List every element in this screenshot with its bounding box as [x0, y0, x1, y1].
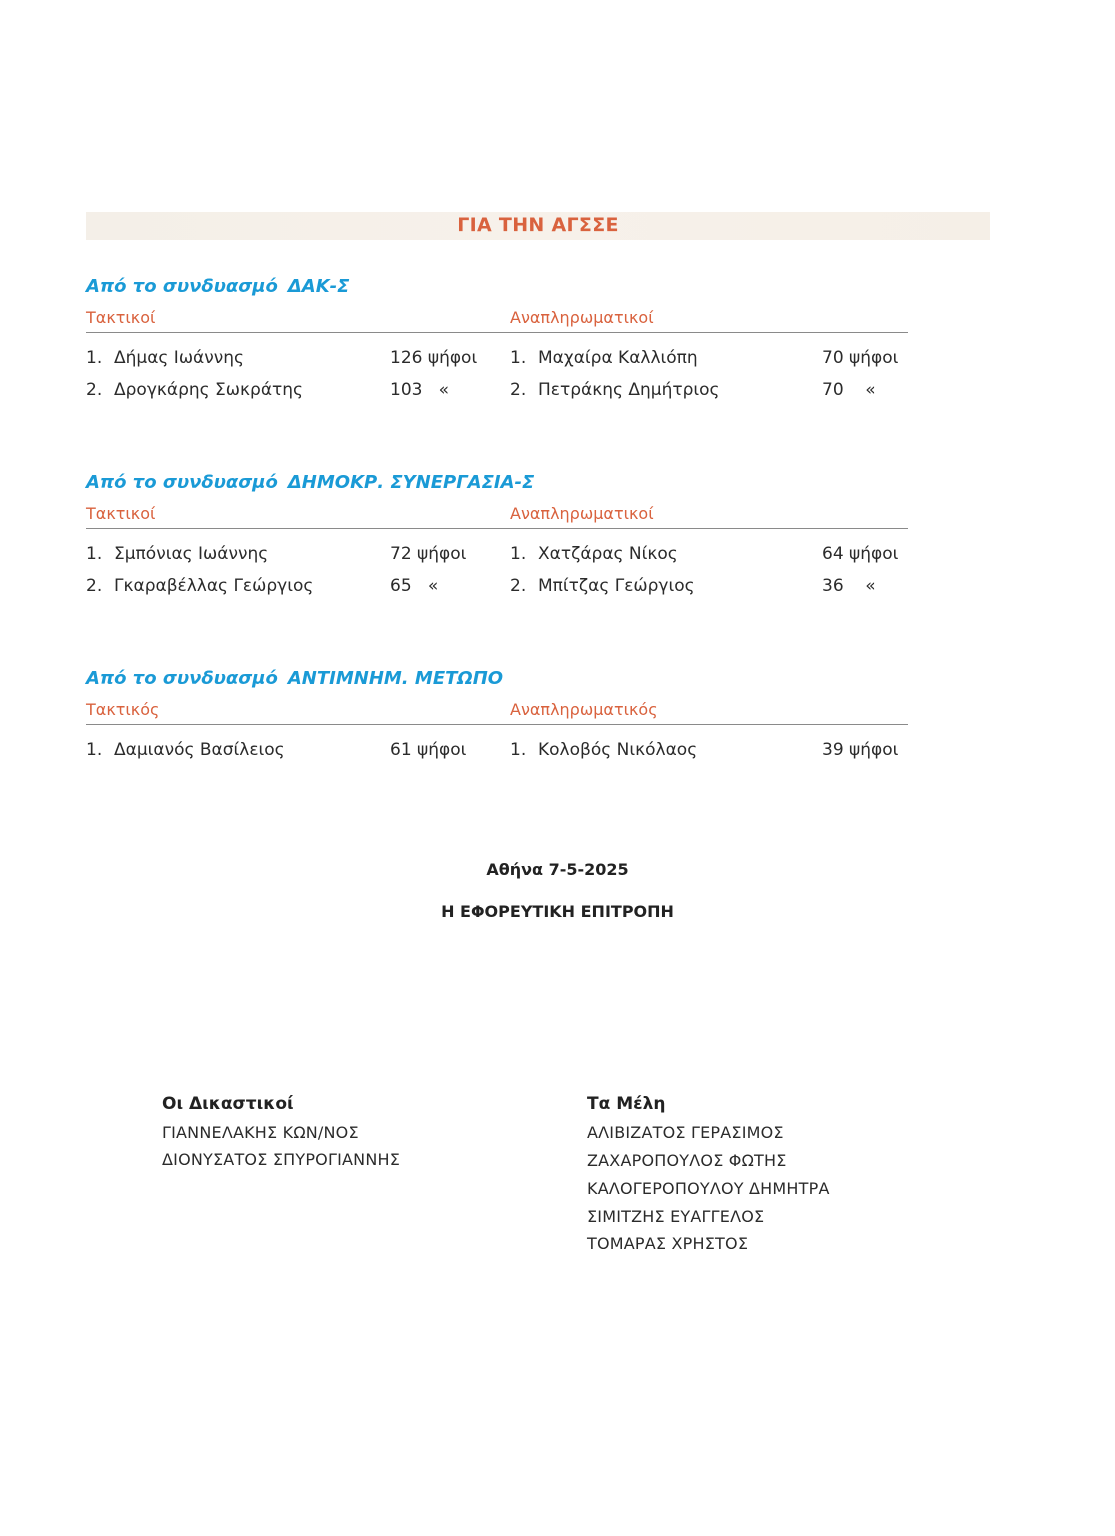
- item-number: 2.: [510, 380, 527, 400]
- vote-count: 36 «: [822, 576, 876, 596]
- divider: [86, 332, 908, 333]
- vote-count: 103 «: [390, 380, 450, 400]
- member-name: ΚΑΛΟΓΕΡΟΠΟΥΛΟΥ ΔΗΜΗΤΡΑ: [587, 1179, 830, 1198]
- substitute-heading: Αναπληρωματικοί: [510, 308, 654, 327]
- section-prefix: Από το συνδυασμό: [86, 668, 278, 689]
- vote-count: 39 ψήφοι: [822, 740, 899, 760]
- item-number: 1.: [86, 544, 103, 564]
- page-title: ΓΙΑ ΤΗΝ ΑΓΣΣΕ: [457, 214, 619, 236]
- list-item: [510, 740, 899, 760]
- regular-heading: Τακτικοί: [86, 308, 156, 327]
- section-title: [86, 472, 534, 493]
- candidate-name: Μαχαίρα Καλλιόπη: [538, 348, 698, 368]
- item-number: 2.: [86, 576, 103, 596]
- candidate-name: Πετράκης Δημήτριος: [538, 380, 720, 400]
- vote-count: 70 ψήφοι: [822, 348, 899, 368]
- section-dak: [86, 276, 908, 416]
- regular-heading: Τακτικός: [86, 700, 160, 719]
- place-date: Αθήνα 7-5-2025: [486, 860, 629, 879]
- item-number: 2.: [86, 380, 103, 400]
- judge-name: ΔΙΟΝΥΣΑΤΟΣ ΣΠΥΡΟΓΙΑΝΝΗΣ: [162, 1150, 401, 1169]
- vote-count: 64 ψήφοι: [822, 544, 899, 564]
- vote-count: 70 «: [822, 380, 876, 400]
- vote-count: 126 ψήφοι: [390, 348, 478, 368]
- item-number: 1.: [86, 740, 103, 760]
- member-name: ΖΑΧΑΡΟΠΟΥΛΟΣ ΦΩΤΗΣ: [587, 1151, 787, 1170]
- member-name: ΤΟΜΑΡΑΣ ΧΡΗΣΤΟΣ: [587, 1234, 749, 1253]
- section-title: [86, 276, 349, 297]
- candidate-name: Δρογκάρης Σωκράτης: [114, 380, 304, 400]
- candidate-name: Μπίτζας Γεώργιος: [538, 576, 695, 596]
- candidate-name: Χατζάρας Νίκος: [538, 544, 678, 564]
- item-number: 1.: [510, 740, 527, 760]
- divider: [86, 724, 908, 725]
- section-title: [86, 668, 503, 689]
- title-banner: [86, 212, 990, 240]
- list-item: [510, 544, 899, 564]
- item-number: 1.: [510, 544, 527, 564]
- list-item: [86, 544, 467, 564]
- vote-count: 65 «: [390, 576, 439, 596]
- substitute-heading: Αναπληρωματικοί: [510, 504, 654, 523]
- section-dimokr: [86, 472, 908, 612]
- members-title: Τα Μέλη: [587, 1094, 666, 1114]
- section-code: ΔΑΚ-Σ: [287, 276, 350, 297]
- list-item: [510, 348, 899, 368]
- list-item: [510, 576, 876, 596]
- section-prefix: Από το συνδυασμό: [86, 276, 278, 297]
- list-item: [86, 348, 478, 368]
- vote-count: 61 ψήφοι: [390, 740, 467, 760]
- judges-title: Οι Δικαστικοί: [162, 1094, 294, 1114]
- divider: [86, 528, 908, 529]
- candidate-name: Δήμας Ιωάννης: [114, 348, 245, 368]
- candidate-name: Δαμιανός Βασίλειος: [114, 740, 285, 760]
- candidate-name: Κολοβός Νικόλαος: [538, 740, 698, 760]
- item-number: 2.: [510, 576, 527, 596]
- list-item: [86, 380, 450, 400]
- section-antimnim: [86, 668, 908, 778]
- section-code: ΔΗΜΟΚΡ. ΣΥΝΕΡΓΑΣΙΑ-Σ: [287, 472, 535, 493]
- list-item: [86, 576, 439, 596]
- list-item: [510, 380, 876, 400]
- item-number: 1.: [86, 348, 103, 368]
- candidate-name: Γκαραβέλλας Γεώργιος: [114, 576, 314, 596]
- member-name: ΣΙΜΙΤΖΗΣ ΕΥΑΓΓΕΛΟΣ: [587, 1207, 765, 1226]
- item-number: 1.: [510, 348, 527, 368]
- candidate-name: Σμπόνιας Ιωάννης: [114, 544, 269, 564]
- section-code: ΑΝΤΙΜΝΗΜ. ΜΕΤΩΠΟ: [287, 668, 504, 689]
- committee-title: Η ΕΦΟΡΕΥΤΙΚΗ ΕΠΙΤΡΟΠΗ: [441, 902, 674, 921]
- list-item: [86, 740, 467, 760]
- member-name: ΑΛΙΒΙΖΑΤΟΣ ΓΕΡΑΣΙΜΟΣ: [587, 1123, 784, 1142]
- vote-count: 72 ψήφοι: [390, 544, 467, 564]
- substitute-heading: Αναπληρωματικός: [510, 700, 658, 719]
- section-prefix: Από το συνδυασμό: [86, 472, 278, 493]
- regular-heading: Τακτικοί: [86, 504, 156, 523]
- judge-name: ΓΙΑΝΝΕΛΑΚΗΣ ΚΩΝ/ΝΟΣ: [162, 1123, 359, 1142]
